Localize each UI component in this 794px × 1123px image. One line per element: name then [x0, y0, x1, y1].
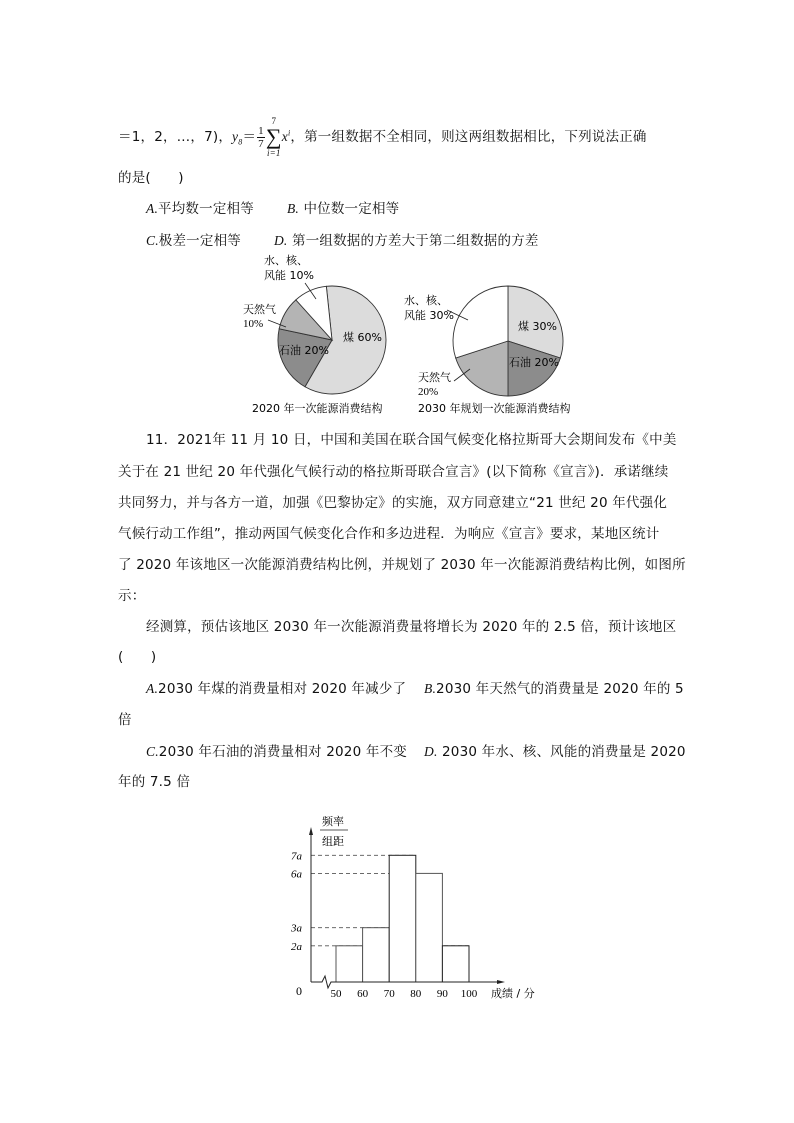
q11-para1-line5: 了 2020 年该地区一次能源消费结构比例，并规划了 2030 年一次能源消费结构比例，如图所: [118, 557, 686, 573]
q11-option-b-text: 2030 年天然气的消费量是 2020 年的 5: [436, 681, 684, 697]
y-axis-label-top: 频率: [322, 815, 344, 828]
option-d-letter: D.: [273, 233, 288, 248]
q11-option-a: [146, 677, 406, 697]
histogram-bar-70-80: [389, 855, 416, 982]
histogram-bar-90-100: [442, 946, 469, 982]
q11-option-d-letter: D.: [424, 744, 438, 759]
origin-label: 0: [296, 984, 302, 998]
y-tick-labels: [290, 850, 303, 953]
histogram-bar-80-90: [416, 873, 443, 982]
pie1-title: 2020 年一次能源消费结构: [252, 402, 383, 415]
q11-para1-line1: 11．2021年 11 月 10 日，中国和美国在联合国气候变化格拉斯哥大会期间发布《中美: [146, 432, 677, 448]
pie2-label-gas-line1: 天然气: [418, 371, 451, 384]
histogram-bar-60-70: [363, 928, 390, 982]
pie1-label-renewable-line1: 水、核、: [264, 254, 308, 267]
formula-prefix: ＝1，2，…，7)，: [118, 129, 233, 145]
q11-option-d-cont: 年的 7.5 倍: [118, 774, 191, 790]
option-a-text: 平均数一定相等: [158, 201, 254, 217]
option-c-letter: C.: [146, 233, 159, 248]
option-b-text: 中位数一定相等: [298, 201, 400, 217]
pie1-label-oil: 石油 20%: [279, 344, 329, 357]
y-tick-2a: 2a: [291, 940, 302, 953]
fraction: $\frac{1}{7}$: [258, 124, 264, 150]
histogram-bars: [336, 855, 469, 982]
pie2-label-coal: 煤 30%: [518, 320, 557, 333]
question-stem-end: 的是( ): [118, 170, 184, 186]
y-tick-3a: 3a: [291, 922, 302, 935]
x-axis-arrow-icon: [497, 980, 505, 984]
pie-chart-2030: [453, 286, 563, 396]
q11-para2-line1: 经测算，预估该地区 2030 年一次能源消费量将增长为 2020 年的 2.5 倍，预计该地区: [146, 619, 677, 635]
formula-line: [118, 116, 647, 158]
y-axis-label-bottom: 组距: [322, 835, 344, 848]
q11-para1-line3: 共同努力，并与各方一道，加强《巴黎协定》的实施，双方同意建立“21 世纪 20 年代强化: [118, 495, 668, 511]
pie1-label-renewable-line2: 风能 10%: [264, 269, 314, 282]
summation: 7 ∑ i=1: [265, 116, 282, 158]
option-c-text: 极差一定相等: [158, 233, 241, 249]
q11-option-c: [146, 740, 407, 760]
x-tick-100: 100: [460, 988, 478, 1000]
y-axis-arrow-icon: [309, 827, 313, 835]
q11-para2-line2: ( ): [118, 649, 157, 665]
y-tick-7a: 7a: [291, 850, 302, 863]
histogram-bar-50-60: [336, 946, 363, 982]
q11-option-d: [424, 740, 686, 760]
pie1-label-gas-line2: 10%: [243, 318, 264, 330]
x-tick-70: 70: [383, 988, 395, 1000]
pie2-label-oil: 石油 20%: [509, 356, 559, 369]
q11-option-c-text: 2030 年石油的消费量相对 2020 年不变: [158, 744, 407, 760]
y-tick-6a: 6a: [291, 868, 302, 881]
equals-sign: ＝: [242, 129, 257, 145]
sum-term: $x^i$: [281, 128, 291, 144]
option-d-text: 第一组数据的方差大于第二组数据的方差: [287, 233, 539, 249]
formula-suffix: ，第一组数据不全相同，则这两组数据相比，下列说法正确: [290, 129, 647, 145]
pie2-title: 2030 年规划一次能源消费结构: [418, 402, 571, 415]
pie1-label-coal: 煤 60%: [343, 331, 382, 344]
q11-option-a-letter: A.: [146, 681, 159, 696]
pie-charts: [0, 250, 794, 420]
x-tick-90: 90: [436, 988, 448, 1000]
y8-symbol: $y_8$: [232, 129, 243, 147]
q11-option-c-letter: C.: [146, 744, 159, 759]
q11-option-a-text: 2030 年煤的消费量相对 2020 年减少了: [158, 681, 407, 697]
q11-option-b: [424, 677, 684, 697]
option-b-letter: B.: [286, 201, 299, 216]
x-tick-labels: [331, 988, 478, 1000]
x-tick-60: 60: [357, 988, 369, 1000]
q11-option-d-text: 2030 年水、核、风能的消费量是 2020: [437, 744, 686, 760]
pie1-label-gas-line1: 天然气: [243, 303, 276, 316]
pie2-label-renewable-line2: 风能 30%: [404, 309, 454, 322]
q11-para1-line2: 关于在 21 世纪 20 年代强化气候行动的格拉斯哥联合宣言》(以下简称《宣言》)．承诺继续: [118, 464, 669, 480]
x-tick-80: 80: [410, 988, 422, 1000]
pie2-label-gas-line2: 20%: [418, 386, 439, 398]
option-row-ab: [146, 197, 399, 217]
pie2-label-renewable-line1: 水、核、: [404, 294, 448, 307]
q11-option-b-letter: B.: [424, 681, 437, 696]
histogram: [0, 805, 794, 1025]
q11-para1-line4: 气候行动工作组”，推动两国气候变化合作和多边进程．为响应《宣言》要求，某地区统计: [118, 526, 660, 542]
x-axis-label: 成绩 / 分: [491, 987, 535, 1000]
q11-para1-line6: 示：: [118, 588, 146, 604]
x-tick-50: 50: [330, 988, 342, 1000]
option-a-letter: A.: [146, 201, 159, 216]
option-row-cd: [146, 229, 539, 249]
q11-option-b-cont: 倍: [118, 712, 132, 728]
